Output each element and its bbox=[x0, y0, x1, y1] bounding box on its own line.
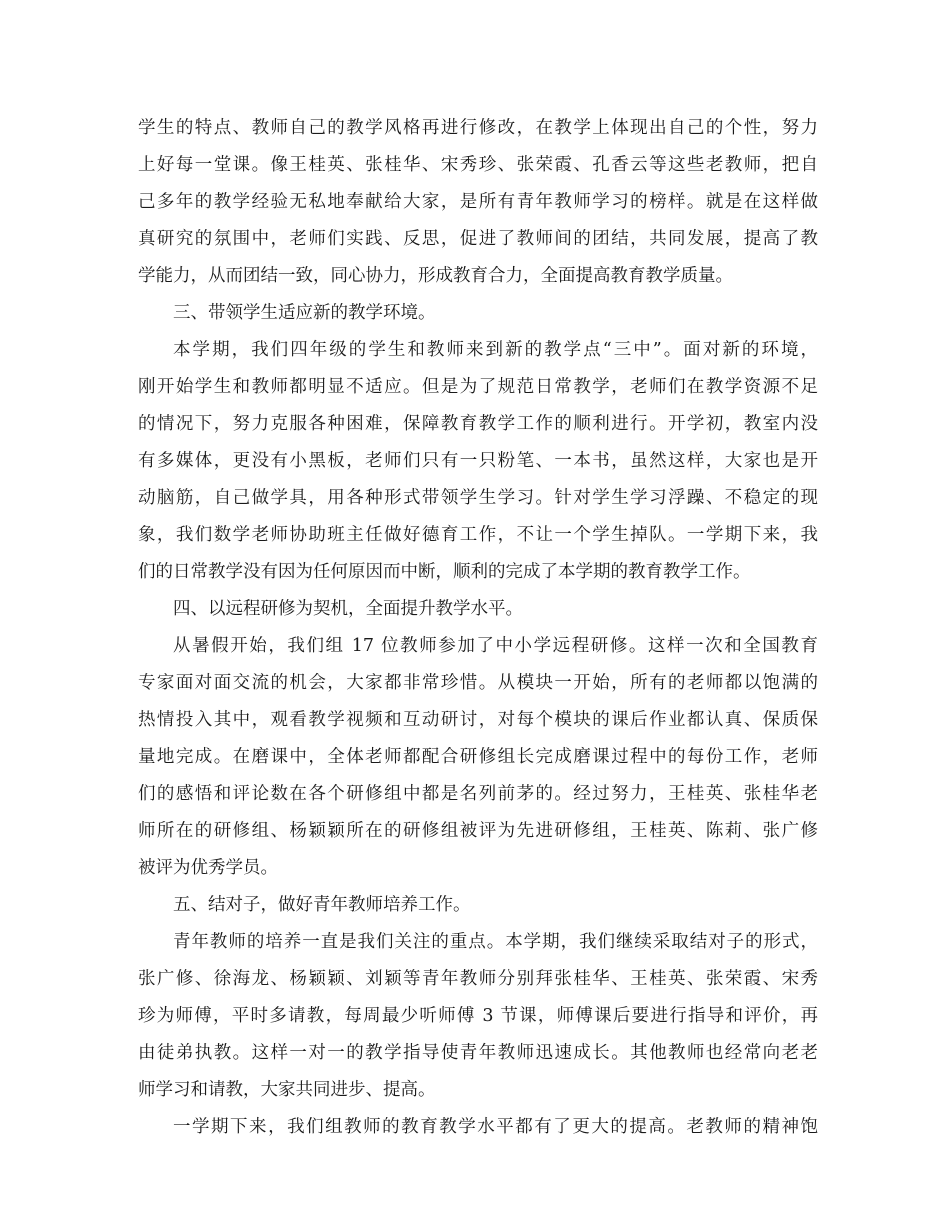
text-line: 们的日常教学没有因为任何原因而中断，顺利的完成了本学期的教育教学工作。 bbox=[138, 562, 751, 582]
section-heading: 三、带领学生适应新的教学环境。 bbox=[173, 303, 436, 323]
text-line: 专家面对面交流的机会，大家都非常珍惜。从模块一开始，所有的老师都以饱满的 bbox=[138, 673, 818, 693]
text-line: 学生的特点、教师自己的教学风格再进行修改，在教学上体现出自己的个性，努力 bbox=[138, 118, 818, 138]
text-line: 由徒弟执教。这样一对一的教学指导使青年教师迅速成长。其他教师也经常向老老 bbox=[138, 1043, 818, 1063]
text-line: 象，我们数学老师协助班主任做好德育工作，不让一个学生掉队。一学期下来，我 bbox=[138, 525, 818, 545]
text-line: 一学期下来，我们组教师的教育教学水平都有了更大的提高。老教师的精神饱 bbox=[173, 1117, 818, 1137]
text-line: 张广修、徐海龙、杨颖颖、刘颖等青年教师分别拜张桂华、王桂英、张荣霞、宋秀 bbox=[138, 969, 818, 989]
text-line: 真研究的氛围中，老师们实践、反思，促进了教师间的团结，共同发展，提高了教 bbox=[138, 229, 818, 249]
text-line: 学能力，从而团结一致，同心协力，形成教育合力，全面提高教育教学质量。 bbox=[138, 266, 733, 286]
text-line: 热情投入其中，观看教学视频和互动研讨，对每个模块的课后作业都认真、保质保 bbox=[138, 710, 818, 730]
text-line: 从暑假开始，我们组 17 位教师参加了中小学远程研修。这样一次和全国教育 bbox=[173, 636, 818, 656]
text-line: 本学期，我们四年级的学生和教师来到新的教学点“三中”。面对新的环境， bbox=[173, 340, 818, 360]
text-line: 被评为优秀学员。 bbox=[138, 858, 278, 878]
text-line: 动脑筋，自己做学具，用各种形式带领学生学习。针对学生学习浮躁、不稳定的现 bbox=[138, 488, 818, 508]
text-line: 刚开始学生和教师都明显不适应。但是为了规范日常教学，老师们在教学资源不足 bbox=[138, 377, 818, 397]
text-line: 量地完成。在磨课中，全体老师都配合研修组长完成磨课过程中的每份工作，老师 bbox=[138, 747, 818, 767]
section-heading: 五、结对子，做好青年教师培养工作。 bbox=[173, 895, 471, 915]
text-line: 师学习和请教，大家共同进步、提高。 bbox=[138, 1080, 436, 1100]
text-line: 青年教师的培养一直是我们关注的重点。本学期，我们继续采取结对子的形式， bbox=[173, 932, 818, 952]
text-line: 珍为师傅，平时多请教，每周最少听师傅 3 节课，师傅课后要进行指导和评价，再 bbox=[138, 1006, 818, 1026]
text-line: 己多年的教学经验无私地奉献给大家，是所有青年教师学习的榜样。就是在这样做 bbox=[138, 192, 818, 212]
text-line: 们的感悟和评论数在各个研修组中都是名列前茅的。经过努力，王桂英、张桂华老 bbox=[138, 784, 818, 804]
text-line: 上好每一堂课。像王桂英、张桂华、宋秀珍、张荣霞、孔香云等这些老教师，把自 bbox=[138, 155, 818, 175]
text-line: 的情况下，努力克服各种困难，保障教育教学工作的顺利进行。开学初，教室内没 bbox=[138, 414, 818, 434]
section-heading: 四、以远程研修为契机，全面提升教学水平。 bbox=[173, 599, 523, 619]
text-line: 有多媒体，更没有小黑板，老师们只有一只粉笔、一本书，虽然这样，大家也是开 bbox=[138, 451, 818, 471]
text-line: 师所在的研修组、杨颖颖所在的研修组被评为先进研修组，王桂英、陈莉、张广修 bbox=[138, 821, 818, 841]
